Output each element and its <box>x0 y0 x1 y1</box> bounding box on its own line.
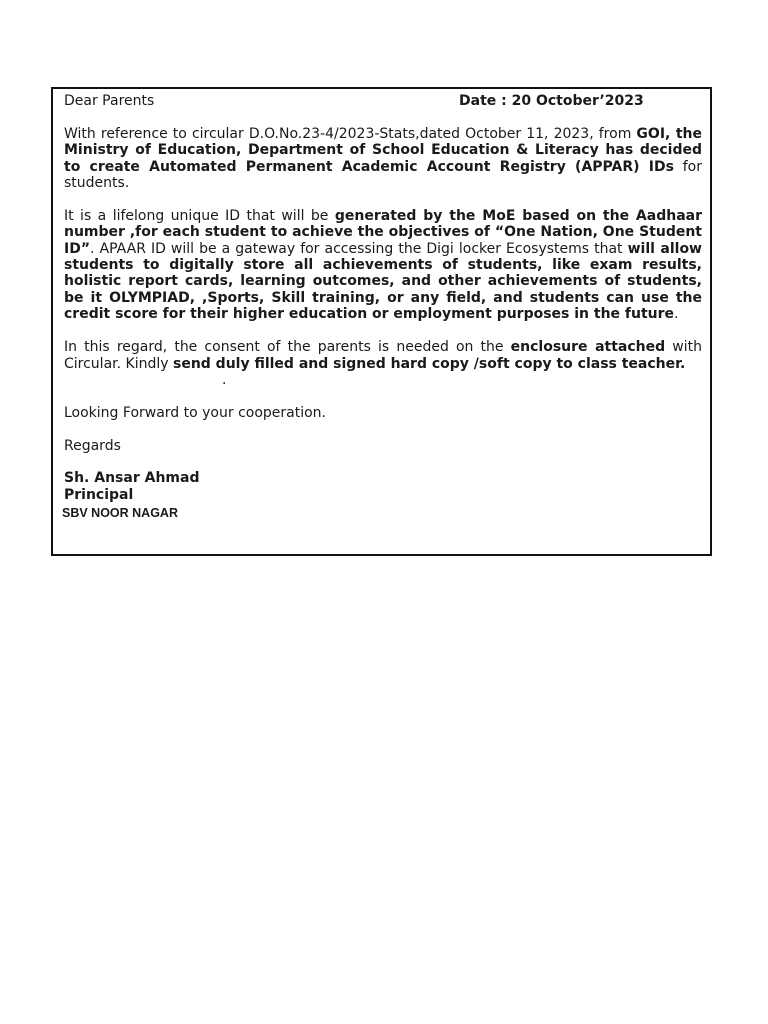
letter-header <box>64 93 702 113</box>
signature-block <box>64 470 702 522</box>
text-segment: . APAAR ID will be a gateway for accessing the Digi locker Ecosystems that <box>90 240 628 257</box>
closing-line: Looking Forward to your cooperation. <box>64 404 327 421</box>
bold-segment: enclosure attached <box>510 339 666 356</box>
paragraph-apaar-description <box>64 208 702 322</box>
paragraph-consent-request <box>64 339 702 372</box>
text-segment: for students. <box>64 158 702 191</box>
bold-segment: GOI, the Ministry of Education, Department of School Education & Literacy has decided to create Automated Permanent Academic Account Registry (APPAR) IDs <box>64 126 703 175</box>
text-segment: It is a lifelong unique ID that will be <box>64 208 335 225</box>
letter-frame <box>51 87 712 556</box>
school-name: SBV NOOR NAGAR <box>62 506 178 521</box>
text-segment: . <box>674 305 679 322</box>
signatory-title: Principal <box>64 487 134 504</box>
salutation: Dear Parents <box>64 93 155 109</box>
text-segment: with Circular. Kindly <box>64 339 702 372</box>
paragraph-circular-reference <box>64 126 702 191</box>
text-segment: With reference to circular D.O.No.23-4/2023-Stats,dated October 11, 2023, from <box>64 126 637 142</box>
letter-date: Date : 20 October’2023 <box>459 93 644 109</box>
text-segment: In this regard, the consent of the parents is needed on the <box>64 339 511 356</box>
regards-line: Regards <box>64 438 121 455</box>
signatory-name: Sh. Ansar Ahmad <box>64 470 200 487</box>
bold-segment: send duly filled and signed hard copy /soft copy to class teacher. <box>172 355 686 372</box>
bold-segment: generated by the MoE based on the Aadhaar number ,for each student to achieve the objectives of “One Nation, One Student ID” <box>64 208 702 257</box>
bold-segment: will allow students to digitally store all achievements of students, like exam results, holistic report cards, learning outcomes, and other achievements of students, be it OLYMPIAD, ,Sports, Skill training, or any field, and students can use the credit score for their higher education or employment purposes in the future <box>64 240 702 322</box>
stray-dot: . <box>222 371 227 388</box>
letter-body <box>64 89 702 522</box>
